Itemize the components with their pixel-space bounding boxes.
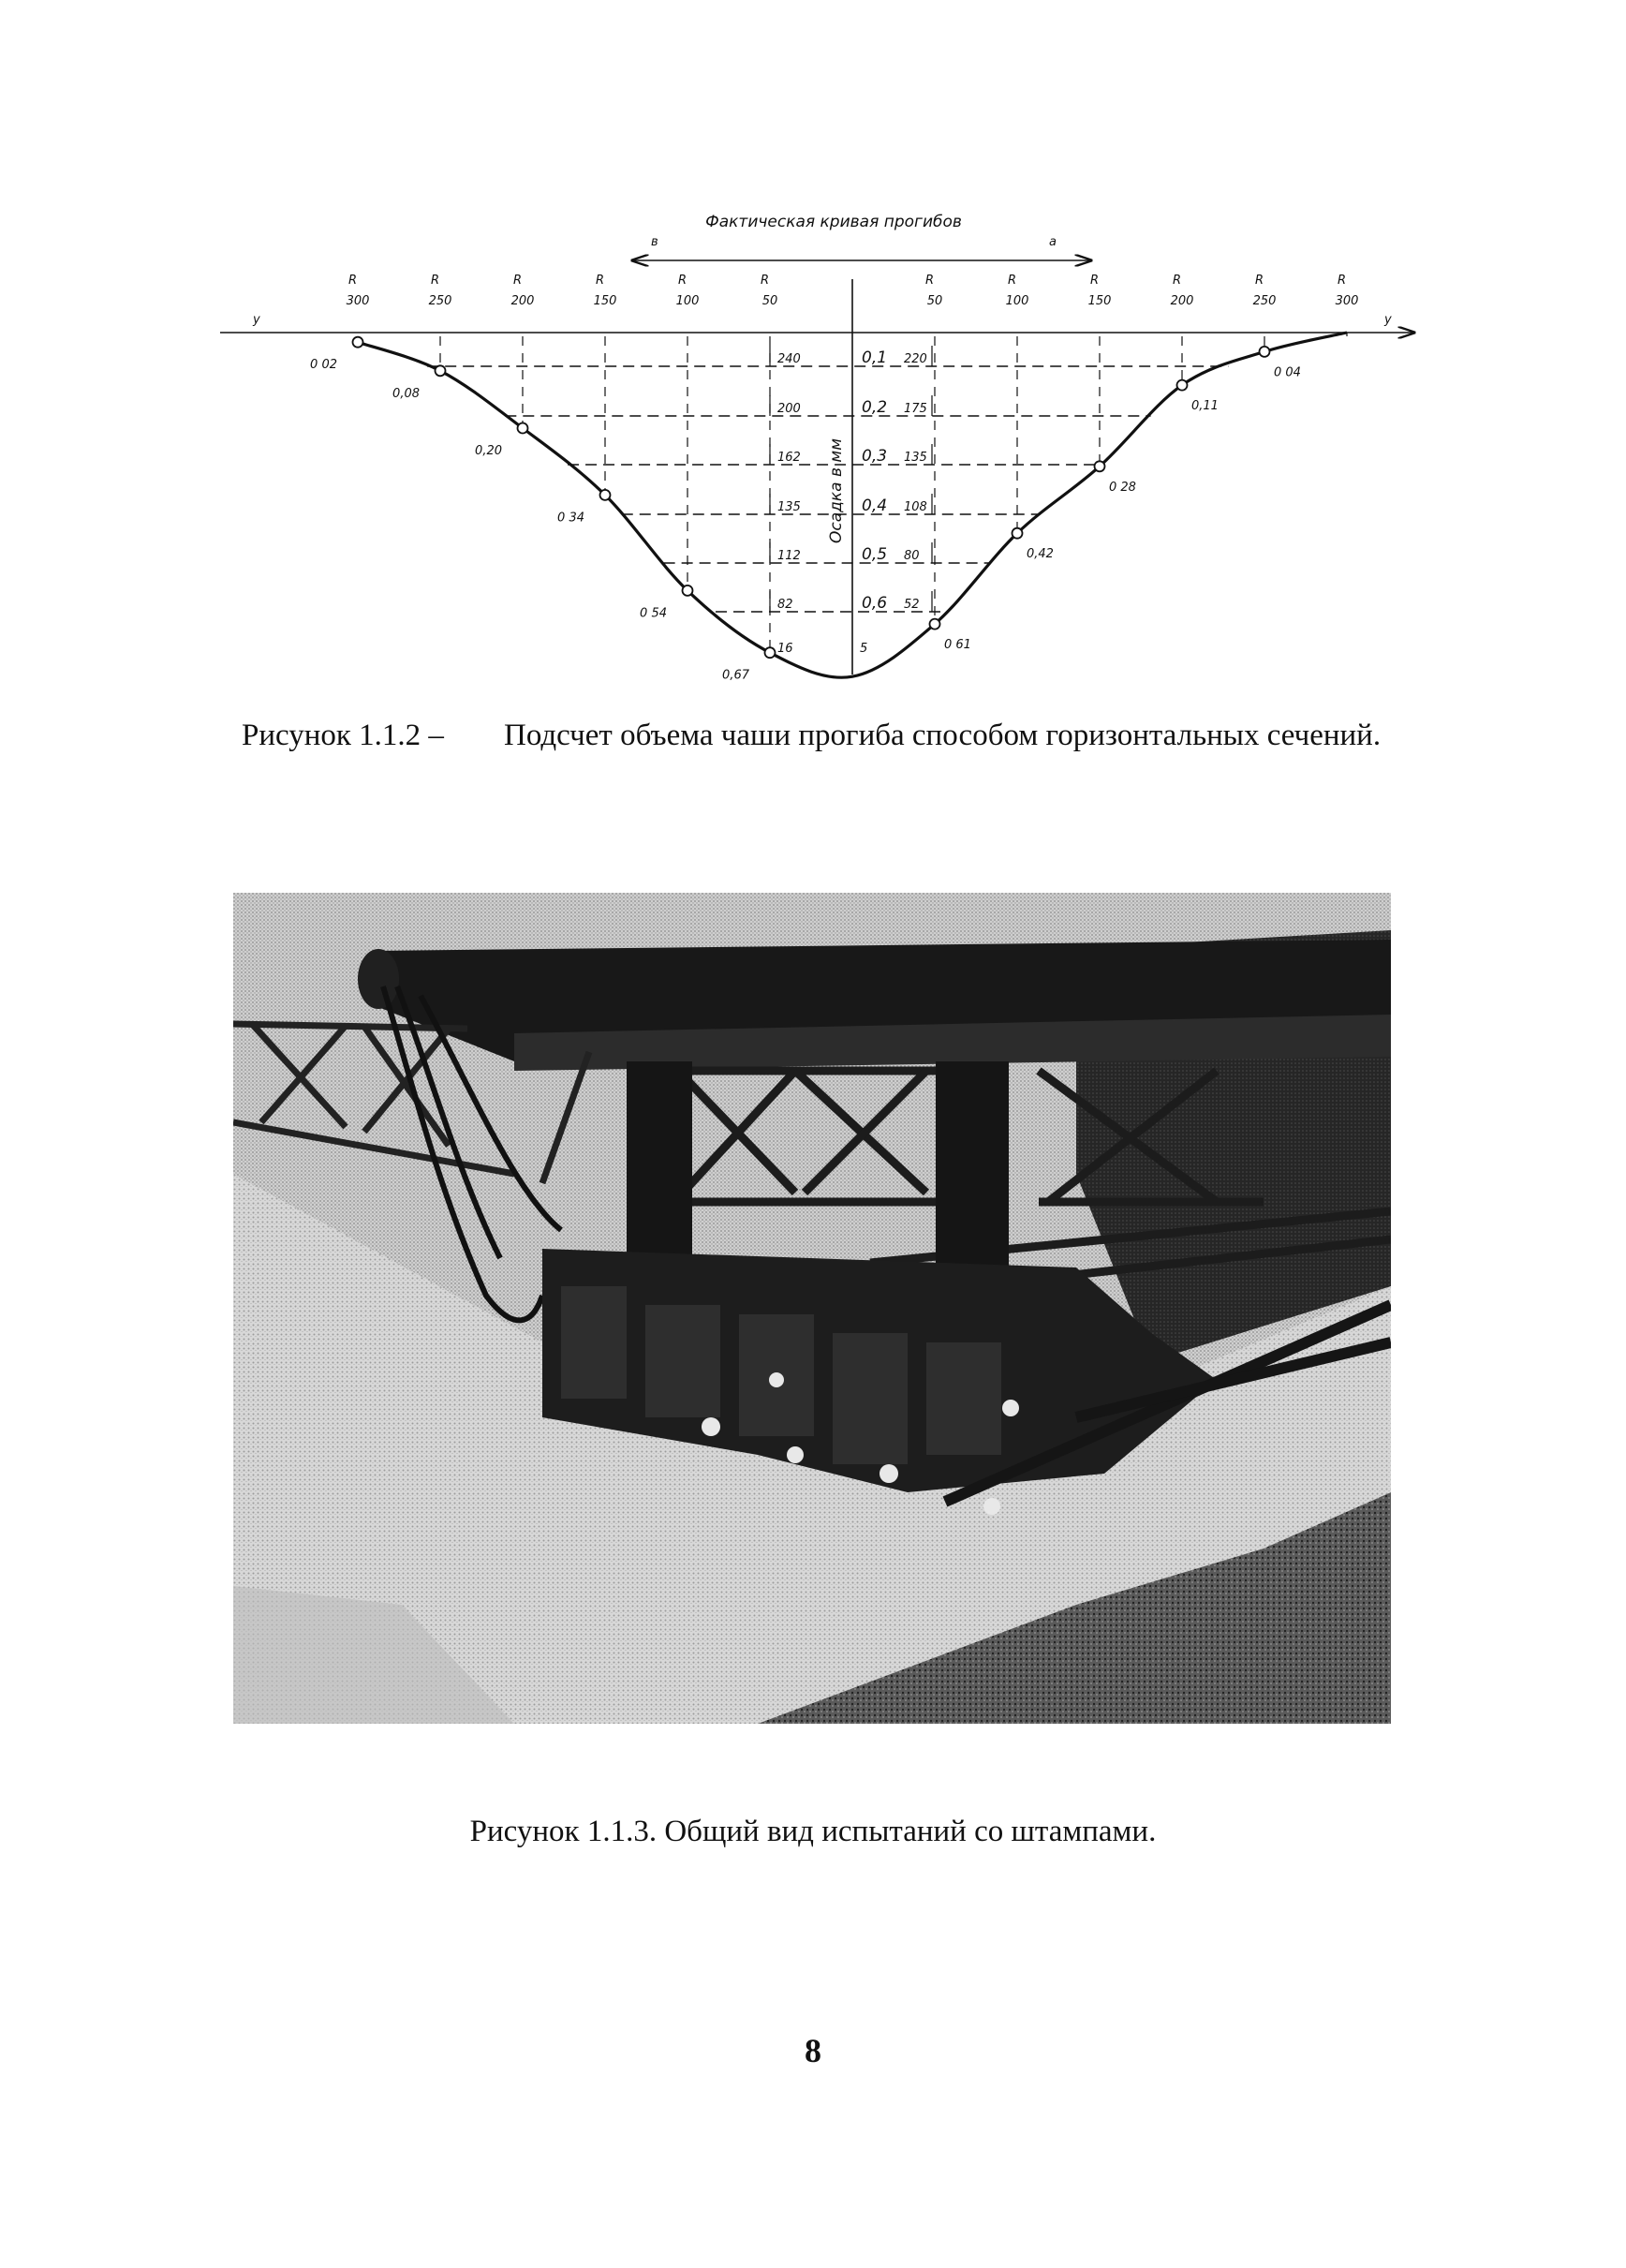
settlement-level: 0,2 xyxy=(862,398,888,417)
radius-label: 200 xyxy=(510,294,535,308)
radius-label: 100 xyxy=(1005,294,1029,308)
axis-label-left: у xyxy=(253,313,260,327)
radius-label: 150 xyxy=(593,294,617,308)
deflection-label: 0,08 xyxy=(392,386,420,401)
deflection-label: 0 61 xyxy=(944,638,971,653)
width-right: 175 xyxy=(904,402,927,416)
measurement-point xyxy=(436,365,446,376)
figure-caption-text-1: Подсчет объема чаши прогиба способом горизонтальных сечений. xyxy=(504,719,1382,752)
deflection-label: 0,42 xyxy=(1027,547,1054,562)
deflection-label: 0 28 xyxy=(1109,480,1136,495)
radius-symbol: R xyxy=(761,274,770,288)
width-left: 240 xyxy=(777,352,801,366)
deflection-label: 0 34 xyxy=(557,511,584,526)
deflection-label: 0 04 xyxy=(1274,365,1301,380)
settlement-level: 0,5 xyxy=(862,545,888,564)
settlement-level: 0,4 xyxy=(862,497,888,515)
width-right: 52 xyxy=(904,598,920,612)
stamp-test-photo xyxy=(233,893,1391,1724)
width-right: 220 xyxy=(904,352,927,366)
deflection-label: 0,67 xyxy=(722,668,749,683)
measurement-point xyxy=(1177,380,1188,391)
radius-symbol: R xyxy=(431,274,440,288)
radius-symbol: R xyxy=(1255,274,1264,288)
deflection-curve-figure xyxy=(206,187,1442,712)
radius-symbol: R xyxy=(925,274,935,288)
deflection-label: 0 54 xyxy=(640,606,667,621)
measurement-point xyxy=(683,586,693,596)
radius-symbol: R xyxy=(678,274,687,288)
width-right: 135 xyxy=(904,451,927,465)
radius-label: 200 xyxy=(1170,294,1194,308)
radius-symbol: R xyxy=(1173,274,1182,288)
radius-symbol: R xyxy=(513,274,523,288)
settlement-level: 0,6 xyxy=(862,594,888,613)
width-left: 112 xyxy=(777,549,801,563)
radius-label: 100 xyxy=(675,294,700,308)
settlement-level: 0,1 xyxy=(862,348,888,367)
measurement-point xyxy=(353,337,363,348)
radius-label: 250 xyxy=(1252,294,1277,308)
measurement-point xyxy=(1013,528,1023,539)
chart-title: Фактическая кривая прогибов xyxy=(705,213,962,231)
width-right: 5 xyxy=(860,642,868,656)
deflection-label: 0,11 xyxy=(1191,399,1219,414)
deflection-label: 0 02 xyxy=(310,358,337,373)
width-left: 200 xyxy=(777,402,801,416)
radius-symbol: R xyxy=(1008,274,1017,288)
arrow-label-right: а xyxy=(1049,235,1057,249)
measurement-point xyxy=(765,647,776,658)
radius-label: 50 xyxy=(761,294,778,308)
width-left: 162 xyxy=(777,451,801,465)
radius-symbol: R xyxy=(1090,274,1100,288)
measurement-point xyxy=(600,490,611,500)
deflection-label: 0,20 xyxy=(475,444,502,458)
figure-number-1: Рисунок 1.1.2 – xyxy=(242,719,444,752)
axis-label-right: у xyxy=(1384,313,1392,327)
vertical-axis-label: Осадка в мм xyxy=(827,437,846,543)
arrow-label-left: в xyxy=(651,235,658,249)
settlement-level: 0,3 xyxy=(862,447,888,466)
page-number: 8 xyxy=(805,2032,821,2069)
radius-label: 300 xyxy=(1335,294,1359,308)
width-left: 135 xyxy=(777,500,801,514)
measurement-point xyxy=(1260,347,1270,357)
measurement-point xyxy=(930,619,940,630)
measurement-point xyxy=(1095,461,1105,471)
radius-symbol: R xyxy=(348,274,358,288)
radius-label: 300 xyxy=(346,294,370,308)
radius-label: 250 xyxy=(428,294,452,308)
measurement-point xyxy=(518,423,528,434)
radius-label: 50 xyxy=(926,294,943,308)
width-left: 16 xyxy=(777,642,793,656)
width-left: 82 xyxy=(777,598,793,612)
radius-symbol: R xyxy=(596,274,605,288)
width-right: 80 xyxy=(904,549,920,563)
radius-label: 150 xyxy=(1087,294,1112,308)
width-right: 108 xyxy=(904,500,927,514)
radius-symbol: R xyxy=(1338,274,1347,288)
figure-caption-2: Рисунок 1.1.3. Общий вид испытаний со штампами. xyxy=(469,1815,1157,1848)
